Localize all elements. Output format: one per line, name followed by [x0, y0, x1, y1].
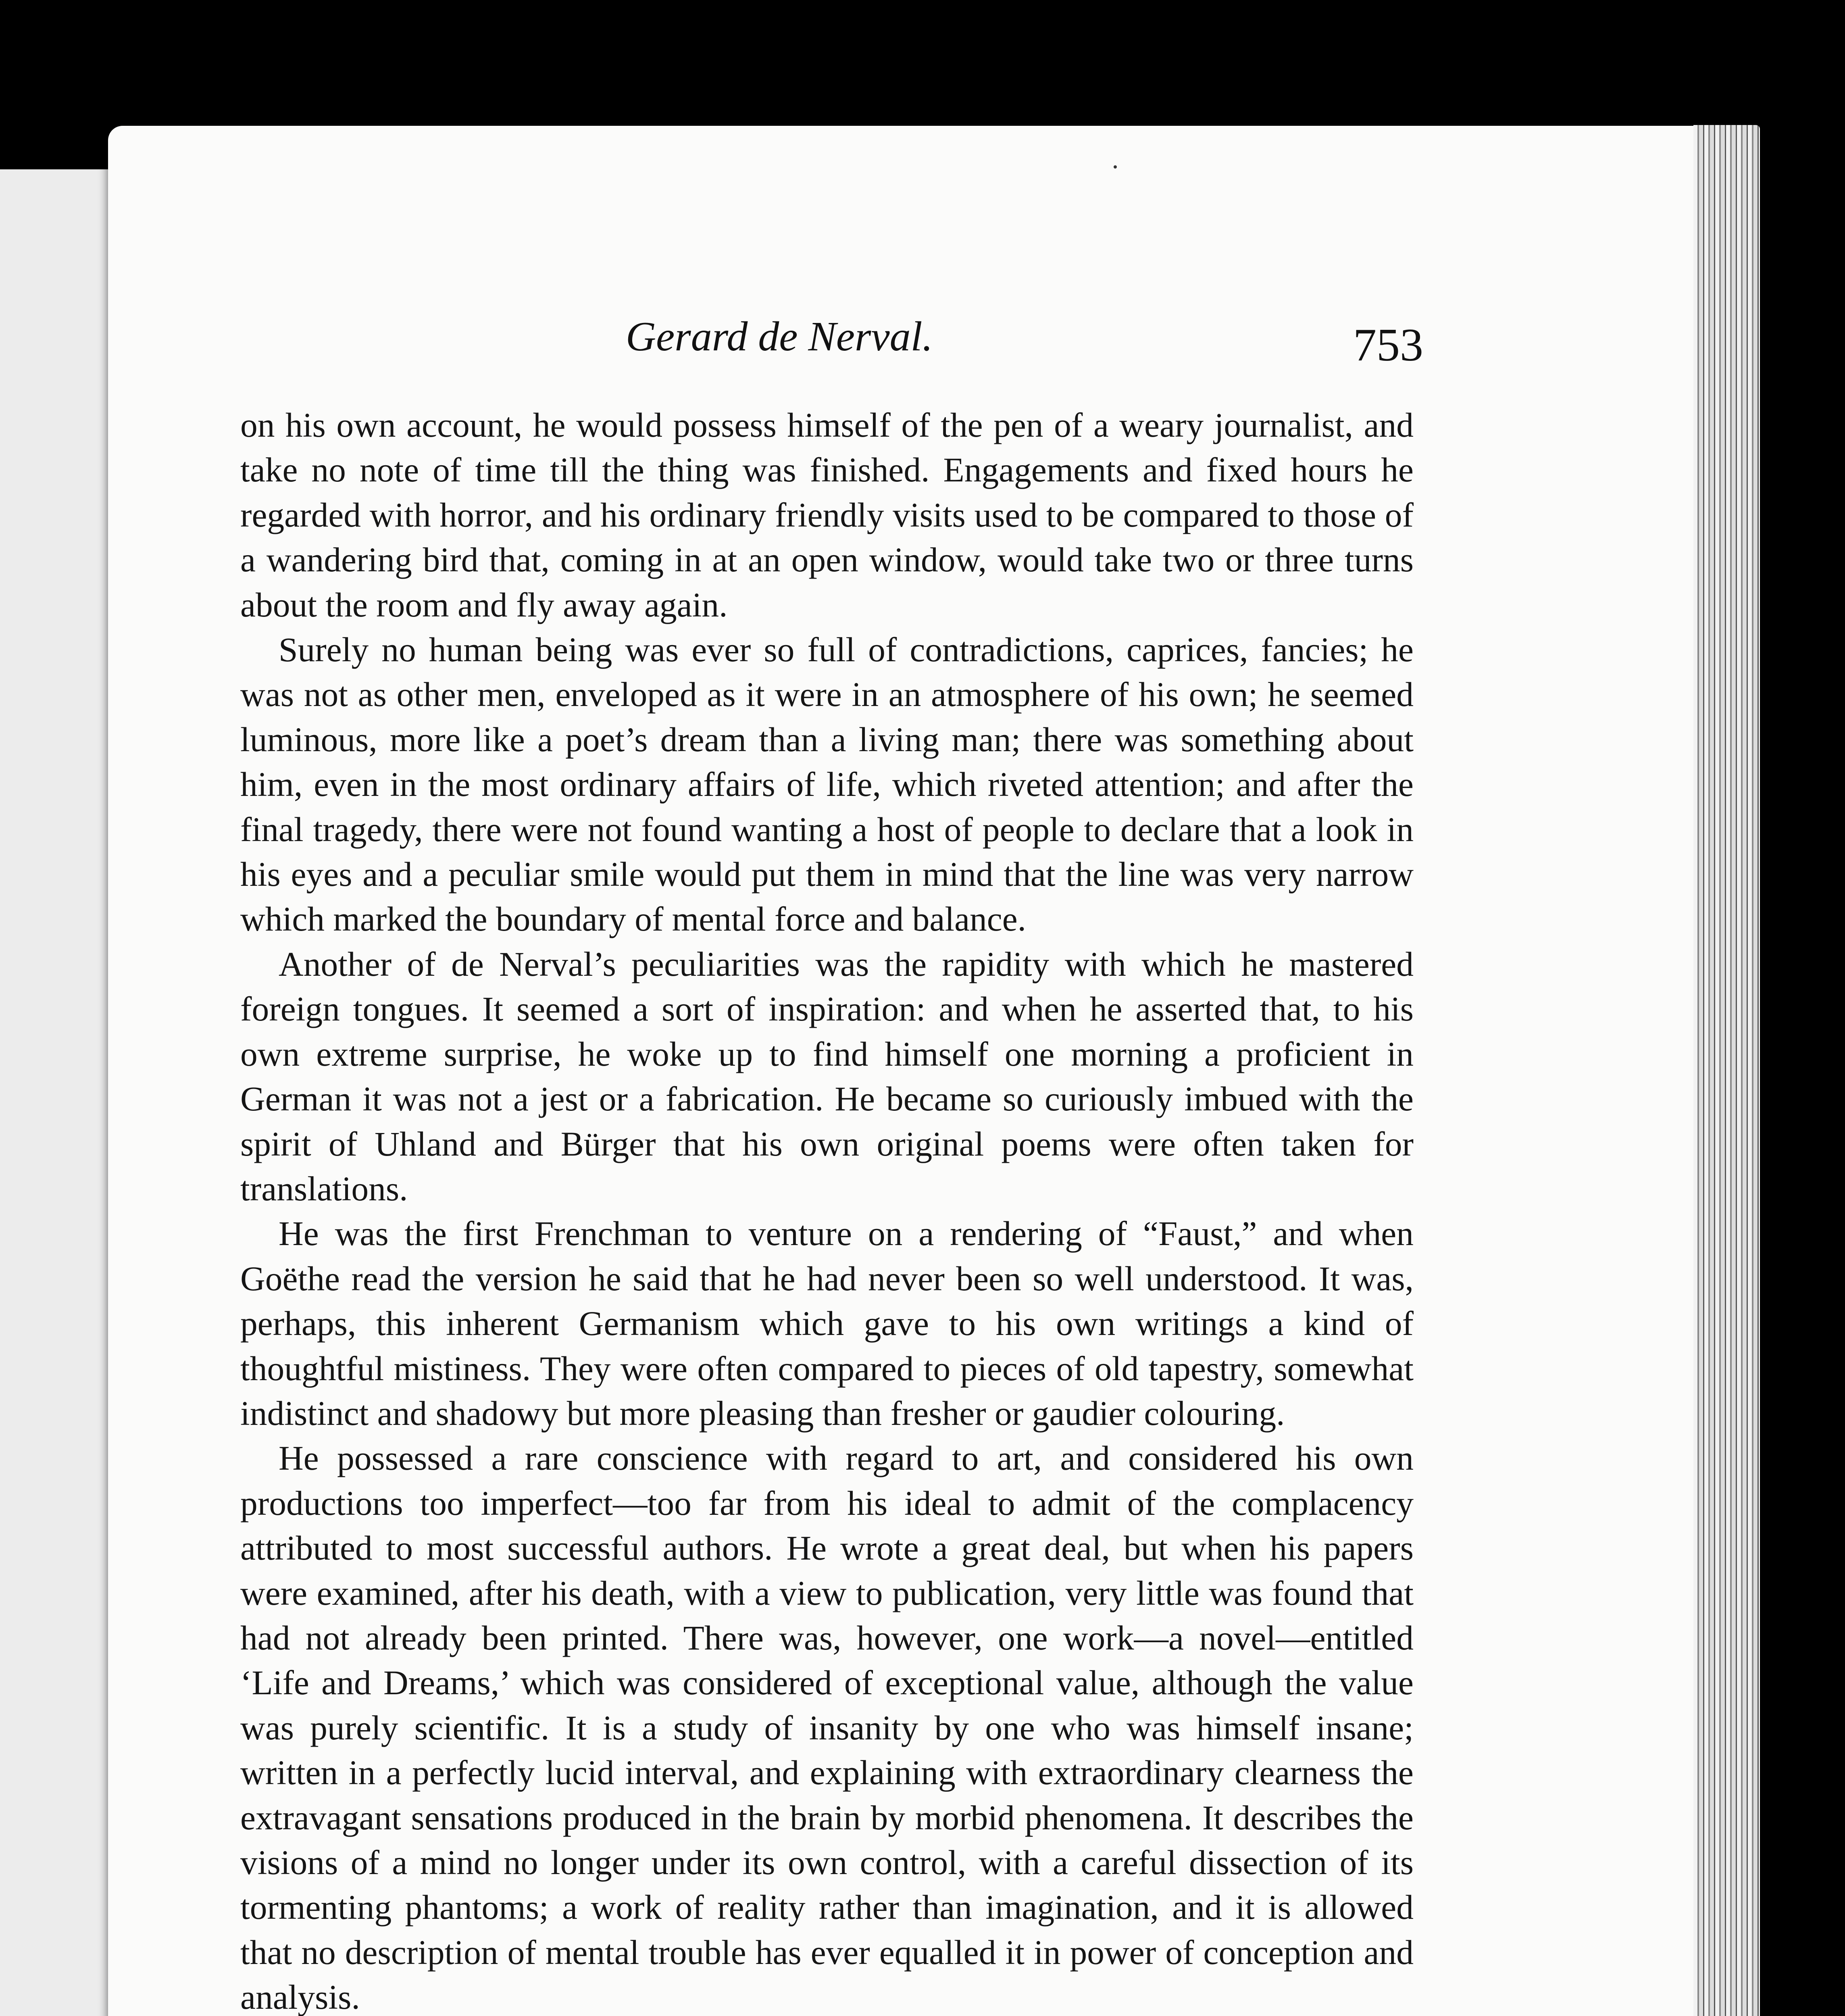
paper-speck [1114, 165, 1117, 169]
page-number: 753 [1353, 319, 1423, 371]
paragraph: He was the first Frenchman to venture on a rendering of “Faust,” and when Goëthe read the version he said that he had never been so well understood. It was, perhaps, this inherent Germanism which gave to his own writings a kind of thoughtful mistiness. They were often compared to pieces of old tapestry, somewhat indistinct and shadowy but more pleasing than fresher or gaudier colouring. [240, 1215, 1414, 1433]
body-text [240, 403, 1414, 2016]
paragraph: Surely no human being was ever so full of contradictions, caprices, fancies; he was not as other men, enveloped as it were in an atmosphere of his own; he seemed luminous, more like a poet’s dream than a living man; there was something about him, even in the most ordinary affairs of life, which riveted attention; and after the final tragedy, there were not found wanting a host of people to declare that a look in his eyes and a peculiar smile would put them in mind that the line was very narrow which marked the boundary of mental force and balance. [240, 631, 1414, 939]
paragraph: He possessed a rare conscience with regard to art, and considered his own productions too imperfect—too far from his ideal to admit of the complacency attributed to most successful authors. He wrote a great deal, but when his papers were examined, after his death, with a view to publication, very little was found that had not already been printed. There was, however, one work—a novel—entitled ‘Life and Dreams,’ which was considered of exceptional value, although the value was purely scientific. It is a study of insanity by one who was himself insane; written in a perfectly lucid interval, and explaining with extraordinary clearness the extravagant sensations produced in the brain by morbid phenomena. It describes the visions of a mind no longer under its own control, with a careful dissection of its tormenting phantoms; a work of reality rather than imagination, and it is allowed that no description of mental trouble has ever equalled it in power of conception and analysis. [240, 1439, 1414, 2016]
paragraph: on his own account, he would possess himself of the pen of a weary journalist, and take no note of time till the thing was finished. Engagements and fixed hours he regarded with horror, and his ordinary friendly visits used to be compared to those of a wandering bird that, coming in at an open window, would take two or three turns about the room and fly away again. [240, 406, 1414, 624]
running-title: Gerard de Nerval. [626, 313, 933, 360]
page-stack-edges [1693, 125, 1760, 2016]
paragraph: Another of de Nerval’s peculiarities was the rapidity with which he mastered foreign tongues. It seemed a sort of inspiration: and when he asserted that, to his own extreme surprise, he woke up to find himself one morning a proficient in German it was not a jest or a fabrication. He became so curiously imbued with the spirit of Uhland and Bürger that his own original poems were often taken for translations. [240, 945, 1414, 1208]
